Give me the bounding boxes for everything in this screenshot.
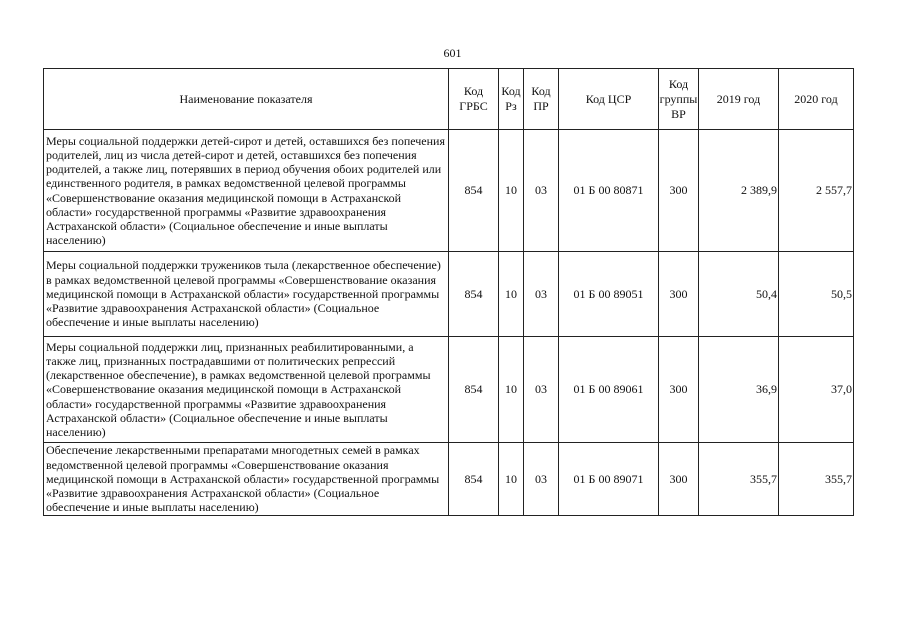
row-pr: 03 xyxy=(524,130,559,252)
row-2019: 2 389,9 xyxy=(699,130,779,252)
budget-table xyxy=(43,68,854,516)
row-csr: 01 Б 00 80871 xyxy=(559,130,659,252)
row-rz: 10 xyxy=(499,337,524,443)
row-vr: 300 xyxy=(659,130,699,252)
table-row xyxy=(44,252,854,337)
row-grbs: 854 xyxy=(449,443,499,516)
row-pr: 03 xyxy=(524,337,559,443)
header-csr: Код ЦСР xyxy=(559,69,659,130)
row-grbs: 854 xyxy=(449,130,499,252)
table-row xyxy=(44,337,854,443)
row-vr: 300 xyxy=(659,252,699,337)
row-vr: 300 xyxy=(659,337,699,443)
row-name: Меры социальной поддержки тружеников тыла (лекарственное обеспечение) в рамках ведомственной целевой программы «Совершенствование оказания медицинской помощи в Астраханской области» государственной программы «Развитие здравоохранения Астраханской области» (Социальное обеспечение и иные выплаты населению) xyxy=(44,252,449,337)
row-pr: 03 xyxy=(524,252,559,337)
page-number: 601 xyxy=(443,46,462,60)
row-grbs: 854 xyxy=(449,337,499,443)
row-2020: 37,0 xyxy=(779,337,854,443)
row-2020: 50,5 xyxy=(779,252,854,337)
row-2019: 50,4 xyxy=(699,252,779,337)
header-grbs: Код ГРБС xyxy=(449,69,499,130)
row-name: Обеспечение лекарственными препаратами многодетных семей в рамках ведомственной целевой программы «Совершенствование оказания медицинской помощи в Астраханской области» государственной программы «Развитие здравоохранения Астраханской области» (Социальное обеспечение и иные выплаты населению) xyxy=(44,443,449,516)
row-grbs: 854 xyxy=(449,252,499,337)
header-2019: 2019 год xyxy=(699,69,779,130)
row-csr: 01 Б 00 89051 xyxy=(559,252,659,337)
row-rz: 10 xyxy=(499,252,524,337)
row-name: Меры социальной поддержки лиц, признанных реабилитированными, а также лиц, признанных пострадавшими от политических репрессий (лекарственное обеспечение), в рамках ведомственной целевой программы «Совершенствование оказания медицинской помощи в Астраханской области» государственной программы «Развитие здравоохранения Астраханской области» (Социальное обеспечение и иные выплаты населению) xyxy=(44,337,449,443)
row-name: Меры социальной поддержки детей-сирот и детей, оставшихся без попечения родителей, лиц из числа детей-сирот и детей, оставшихся без попечения родителей, а также лиц, потерявших в период обучения обоих родителей или единственного родителя, в рамках ведомственной целевой программы «Совершенствование оказания медицинской помощи в Астраханской области» государственной программы «Развитие здравоохранения Астраханской области» (Социальное обеспечение и иные выплаты населению) xyxy=(44,130,449,252)
row-pr: 03 xyxy=(524,443,559,516)
header-2020: 2020 год xyxy=(779,69,854,130)
header-name: Наименование показателя xyxy=(44,69,449,130)
row-csr: 01 Б 00 89071 xyxy=(559,443,659,516)
table-header-row xyxy=(44,69,854,130)
row-2020: 2 557,7 xyxy=(779,130,854,252)
row-vr: 300 xyxy=(659,443,699,516)
table-row xyxy=(44,443,854,516)
row-2019: 36,9 xyxy=(699,337,779,443)
header-pr: Код ПР xyxy=(524,69,559,130)
row-rz: 10 xyxy=(499,443,524,516)
row-rz: 10 xyxy=(499,130,524,252)
row-csr: 01 Б 00 89061 xyxy=(559,337,659,443)
header-vr: Код группы ВР xyxy=(659,69,699,130)
table-row xyxy=(44,130,854,252)
header-rz: Код Рз xyxy=(499,69,524,130)
row-2019: 355,7 xyxy=(699,443,779,516)
row-2020: 355,7 xyxy=(779,443,854,516)
